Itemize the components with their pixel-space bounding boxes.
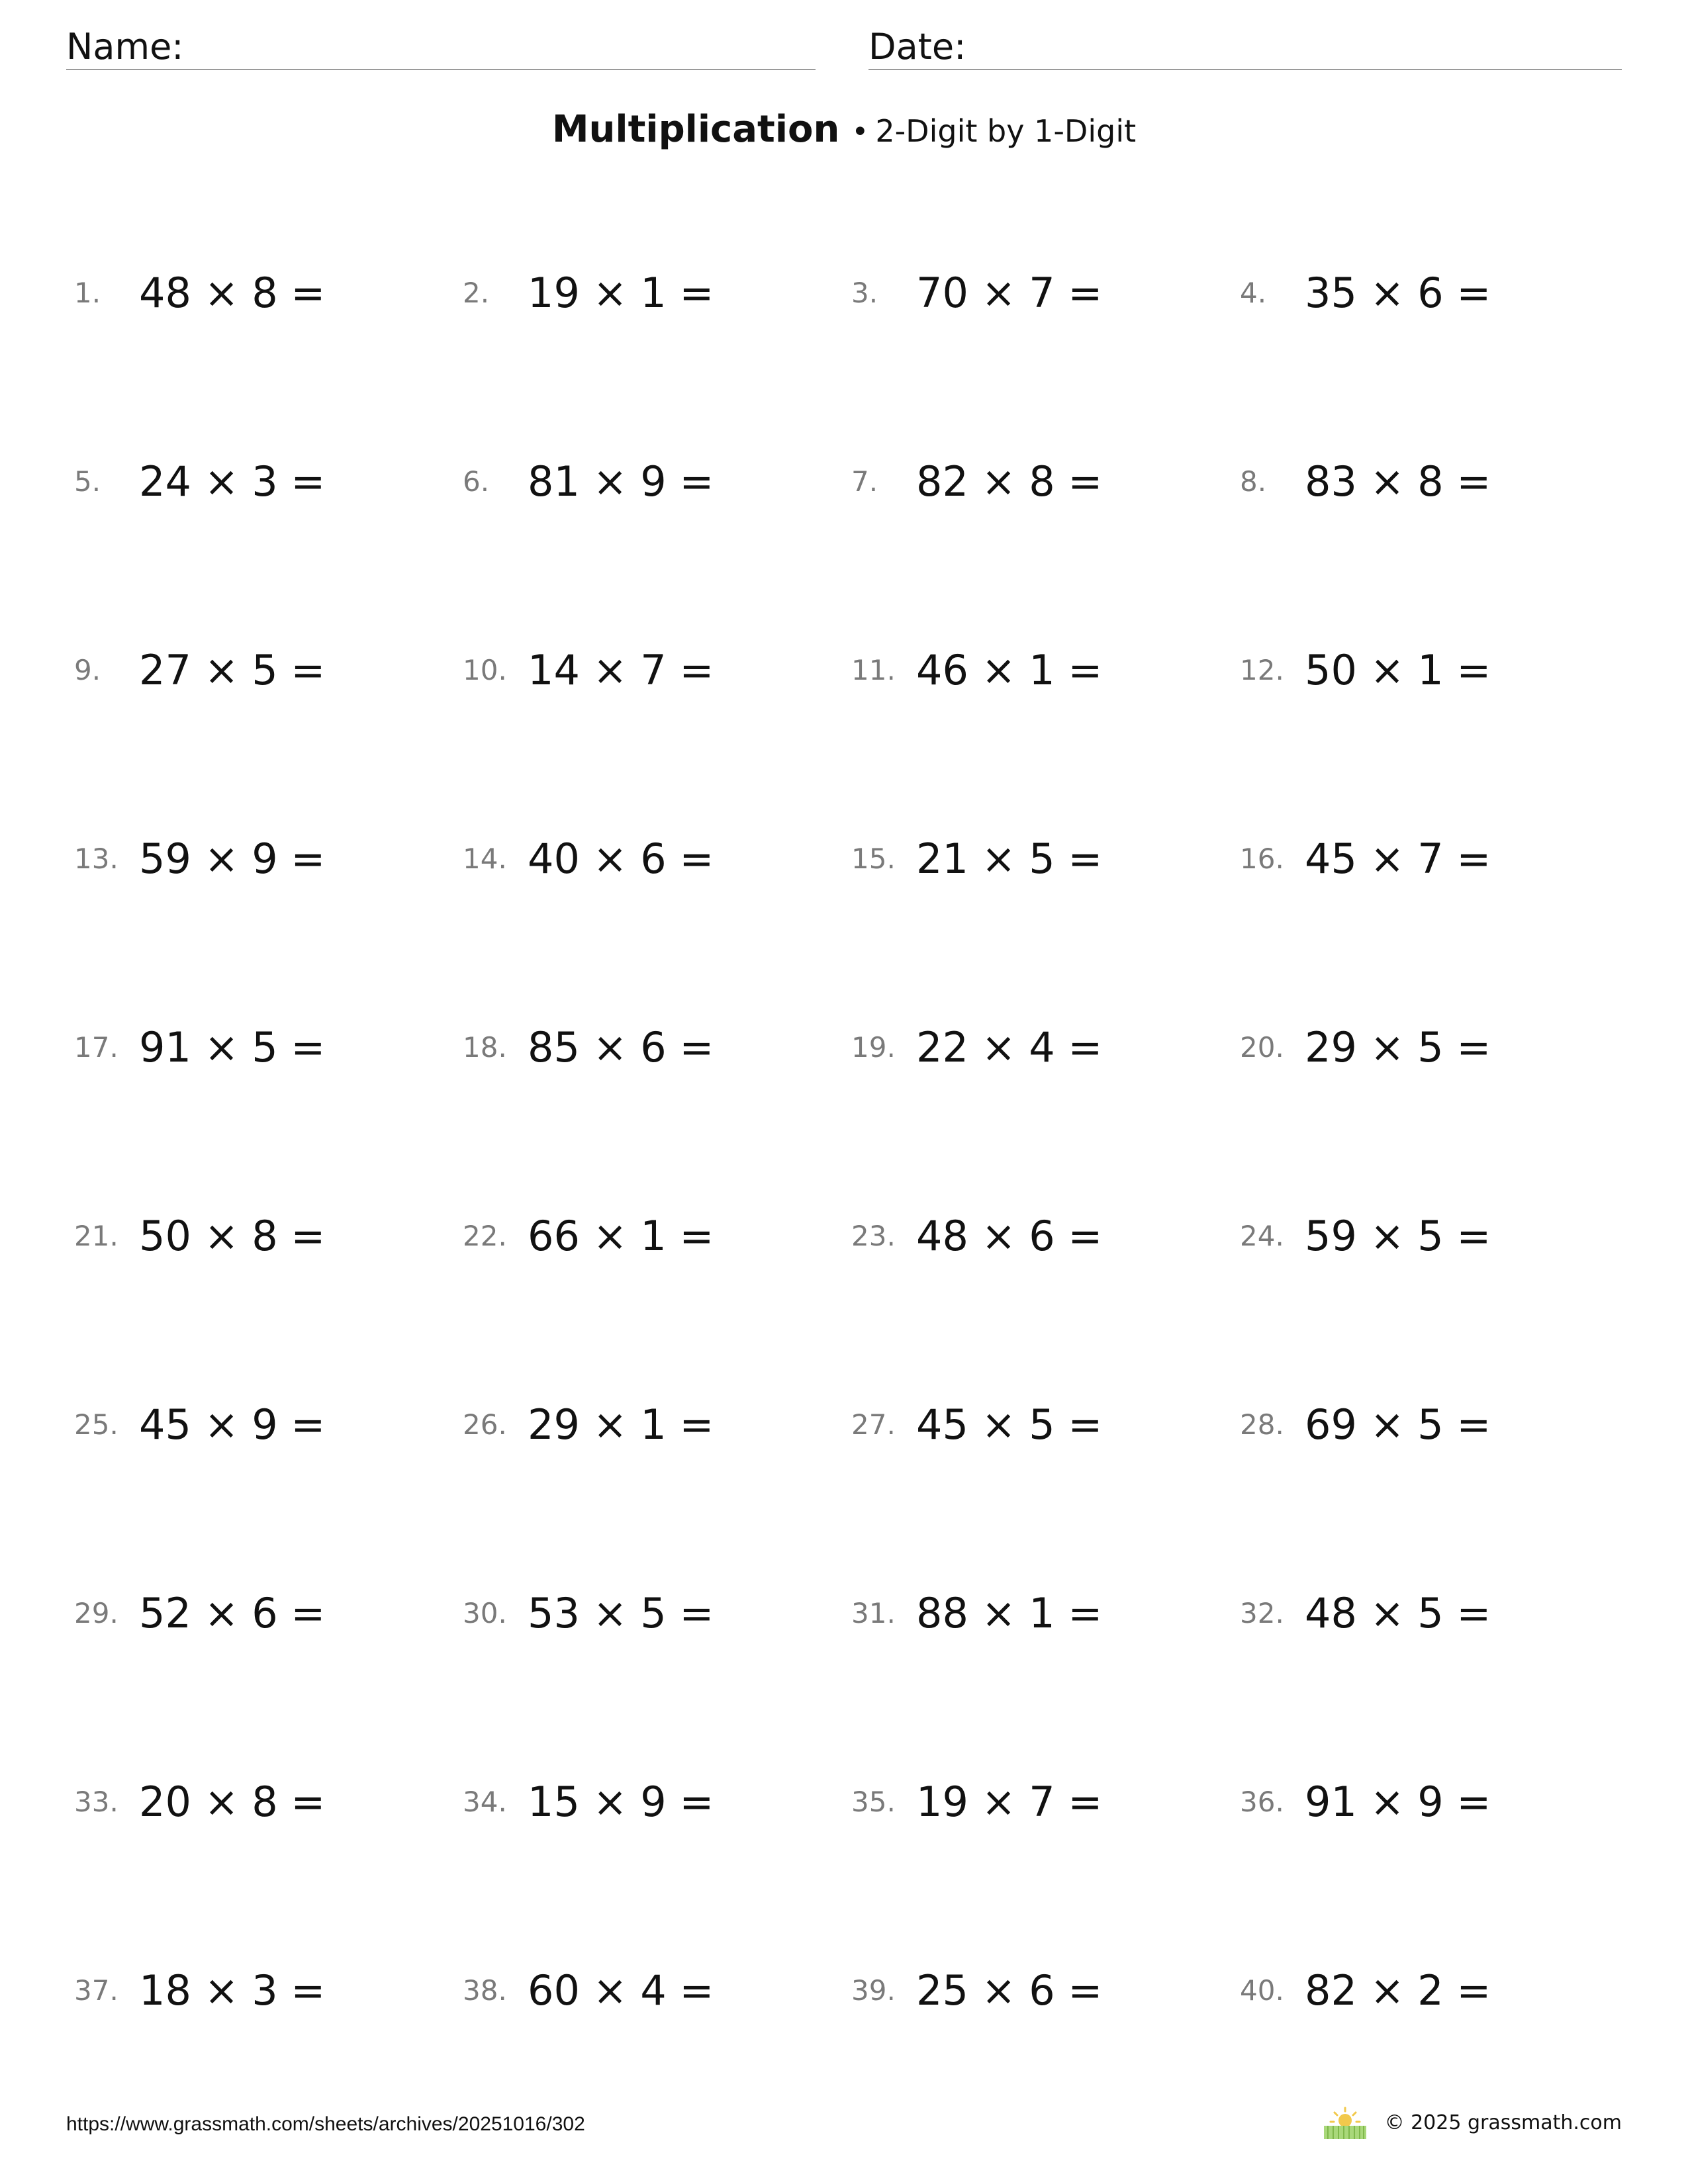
problem-expression: 59 × 5 = — [1305, 1211, 1491, 1260]
problem-number: 1. — [74, 276, 101, 309]
problem-2 — [463, 243, 851, 342]
problem-number: 8. — [1240, 465, 1267, 498]
name-label: Name: — [66, 26, 184, 68]
problem-number: 33. — [74, 1785, 118, 1818]
problem-expression: 59 × 9 = — [139, 834, 326, 883]
title-main: Multiplication — [551, 108, 840, 151]
problem-expression: 18 × 3 = — [139, 1966, 326, 2015]
worksheet-title — [0, 106, 1688, 162]
footer-url[interactable]: https://www.grassmath.com/sheets/archives/20251016/302 — [66, 2113, 585, 2135]
problem-12 — [1240, 620, 1628, 719]
problem-number: 11. — [851, 653, 896, 686]
problem-expression: 48 × 8 = — [139, 268, 326, 317]
problem-30 — [463, 1563, 851, 1662]
title-subtitle: 2-Digit by 1-Digit — [875, 113, 1137, 149]
problem-number: 12. — [1240, 653, 1284, 686]
problem-27 — [851, 1375, 1240, 1474]
problem-26 — [463, 1375, 851, 1474]
problem-number: 10. — [463, 653, 507, 686]
problem-15 — [851, 809, 1240, 908]
problem-7 — [851, 432, 1240, 531]
problem-17 — [74, 997, 463, 1097]
problem-expression: 48 × 5 = — [1305, 1588, 1491, 1637]
problem-31 — [851, 1563, 1240, 1662]
problem-24 — [1240, 1186, 1628, 1285]
problem-expression: 45 × 7 = — [1305, 834, 1491, 883]
problem-32 — [1240, 1563, 1628, 1662]
problem-expression: 15 × 9 = — [528, 1777, 714, 1826]
problem-33 — [74, 1752, 463, 1851]
problem-expression: 29 × 1 = — [528, 1400, 714, 1449]
problem-number: 17. — [74, 1030, 118, 1064]
problem-expression: 21 × 5 = — [916, 834, 1103, 883]
problem-4 — [1240, 243, 1628, 342]
problem-39 — [851, 1940, 1240, 2040]
problem-number: 16. — [1240, 842, 1284, 875]
problem-40 — [1240, 1940, 1628, 2040]
problem-number: 21. — [74, 1219, 118, 1252]
problem-25 — [74, 1375, 463, 1474]
footer-credit — [1323, 2102, 1622, 2144]
problem-expression: 70 × 7 = — [916, 268, 1103, 317]
problem-37 — [74, 1940, 463, 2040]
problem-expression: 19 × 7 = — [916, 1777, 1103, 1826]
problem-expression: 82 × 8 = — [916, 457, 1103, 506]
problem-expression: 88 × 1 = — [916, 1588, 1103, 1637]
problem-9 — [74, 620, 463, 719]
problem-number: 14. — [463, 842, 507, 875]
problem-expression: 81 × 9 = — [528, 457, 714, 506]
problem-number: 32. — [1240, 1596, 1284, 1629]
problem-20 — [1240, 997, 1628, 1097]
problem-number: 7. — [851, 465, 878, 498]
problem-16 — [1240, 809, 1628, 908]
problem-13 — [74, 809, 463, 908]
problem-number: 35. — [851, 1785, 896, 1818]
problem-14 — [463, 809, 851, 908]
problem-expression: 45 × 5 = — [916, 1400, 1103, 1449]
problem-number: 20. — [1240, 1030, 1284, 1064]
problem-35 — [851, 1752, 1240, 1851]
problem-expression: 91 × 5 = — [139, 1023, 326, 1071]
problem-number: 18. — [463, 1030, 507, 1064]
problem-expression: 14 × 7 = — [528, 645, 714, 694]
copyright-text: © 2025 grassmath.com — [1384, 2111, 1622, 2134]
problem-number: 31. — [851, 1596, 896, 1629]
problem-expression: 52 × 6 = — [139, 1588, 326, 1637]
problem-5 — [74, 432, 463, 531]
problem-11 — [851, 620, 1240, 719]
problem-19 — [851, 997, 1240, 1097]
problem-expression: 24 × 3 = — [139, 457, 326, 506]
problem-number: 40. — [1240, 1974, 1284, 2007]
grass-sun-logo-icon — [1323, 2106, 1368, 2140]
problem-expression: 19 × 1 = — [528, 268, 714, 317]
problem-expression: 22 × 4 = — [916, 1023, 1103, 1071]
problem-expression: 85 × 6 = — [528, 1023, 714, 1071]
problem-expression: 50 × 8 = — [139, 1211, 326, 1260]
problem-22 — [463, 1186, 851, 1285]
problem-number: 5. — [74, 465, 101, 498]
problem-expression: 69 × 5 = — [1305, 1400, 1491, 1449]
problem-number: 24. — [1240, 1219, 1284, 1252]
problem-number: 28. — [1240, 1408, 1284, 1441]
problem-number: 37. — [74, 1974, 118, 2007]
problem-expression: 25 × 6 = — [916, 1966, 1103, 2015]
title-separator: • — [851, 115, 869, 149]
problem-6 — [463, 432, 851, 531]
problem-expression: 29 × 5 = — [1305, 1023, 1491, 1071]
problem-29 — [74, 1563, 463, 1662]
problem-expression: 91 × 9 = — [1305, 1777, 1491, 1826]
problem-number: 9. — [74, 653, 101, 686]
problem-number: 36. — [1240, 1785, 1284, 1818]
problem-expression: 83 × 8 = — [1305, 457, 1491, 506]
problem-expression: 27 × 5 = — [139, 645, 326, 694]
date-field[interactable] — [868, 25, 1622, 70]
date-label: Date: — [868, 26, 966, 68]
problem-number: 23. — [851, 1219, 896, 1252]
problem-38 — [463, 1940, 851, 2040]
problem-number: 25. — [74, 1408, 118, 1441]
problem-number: 38. — [463, 1974, 507, 2007]
problem-expression: 60 × 4 = — [528, 1966, 714, 2015]
problem-expression: 46 × 1 = — [916, 645, 1103, 694]
problem-18 — [463, 997, 851, 1097]
problem-23 — [851, 1186, 1240, 1285]
problem-28 — [1240, 1375, 1628, 1474]
problem-number: 19. — [851, 1030, 896, 1064]
problem-number: 15. — [851, 842, 896, 875]
problem-1 — [74, 243, 463, 342]
problem-expression: 48 × 6 = — [916, 1211, 1103, 1260]
problem-3 — [851, 243, 1240, 342]
name-field[interactable] — [66, 25, 816, 70]
problem-8 — [1240, 432, 1628, 531]
problem-21 — [74, 1186, 463, 1285]
problem-number: 39. — [851, 1974, 896, 2007]
problem-number: 26. — [463, 1408, 507, 1441]
problem-grid — [74, 243, 1623, 2070]
problem-number: 22. — [463, 1219, 507, 1252]
problem-expression: 20 × 8 = — [139, 1777, 326, 1826]
problem-expression: 50 × 1 = — [1305, 645, 1491, 694]
problem-number: 2. — [463, 276, 490, 309]
problem-expression: 53 × 5 = — [528, 1588, 714, 1637]
problem-number: 30. — [463, 1596, 507, 1629]
problem-expression: 35 × 6 = — [1305, 268, 1491, 317]
problem-number: 34. — [463, 1785, 507, 1818]
problem-expression: 82 × 2 = — [1305, 1966, 1491, 2015]
problem-36 — [1240, 1752, 1628, 1851]
problem-number: 27. — [851, 1408, 896, 1441]
problem-expression: 40 × 6 = — [528, 834, 714, 883]
problem-expression: 45 × 9 = — [139, 1400, 326, 1449]
problem-number: 13. — [74, 842, 118, 875]
problem-34 — [463, 1752, 851, 1851]
problem-number: 6. — [463, 465, 490, 498]
problem-number: 4. — [1240, 276, 1267, 309]
problem-expression: 66 × 1 = — [528, 1211, 714, 1260]
problem-10 — [463, 620, 851, 719]
problem-number: 3. — [851, 276, 878, 309]
problem-number: 29. — [74, 1596, 118, 1629]
